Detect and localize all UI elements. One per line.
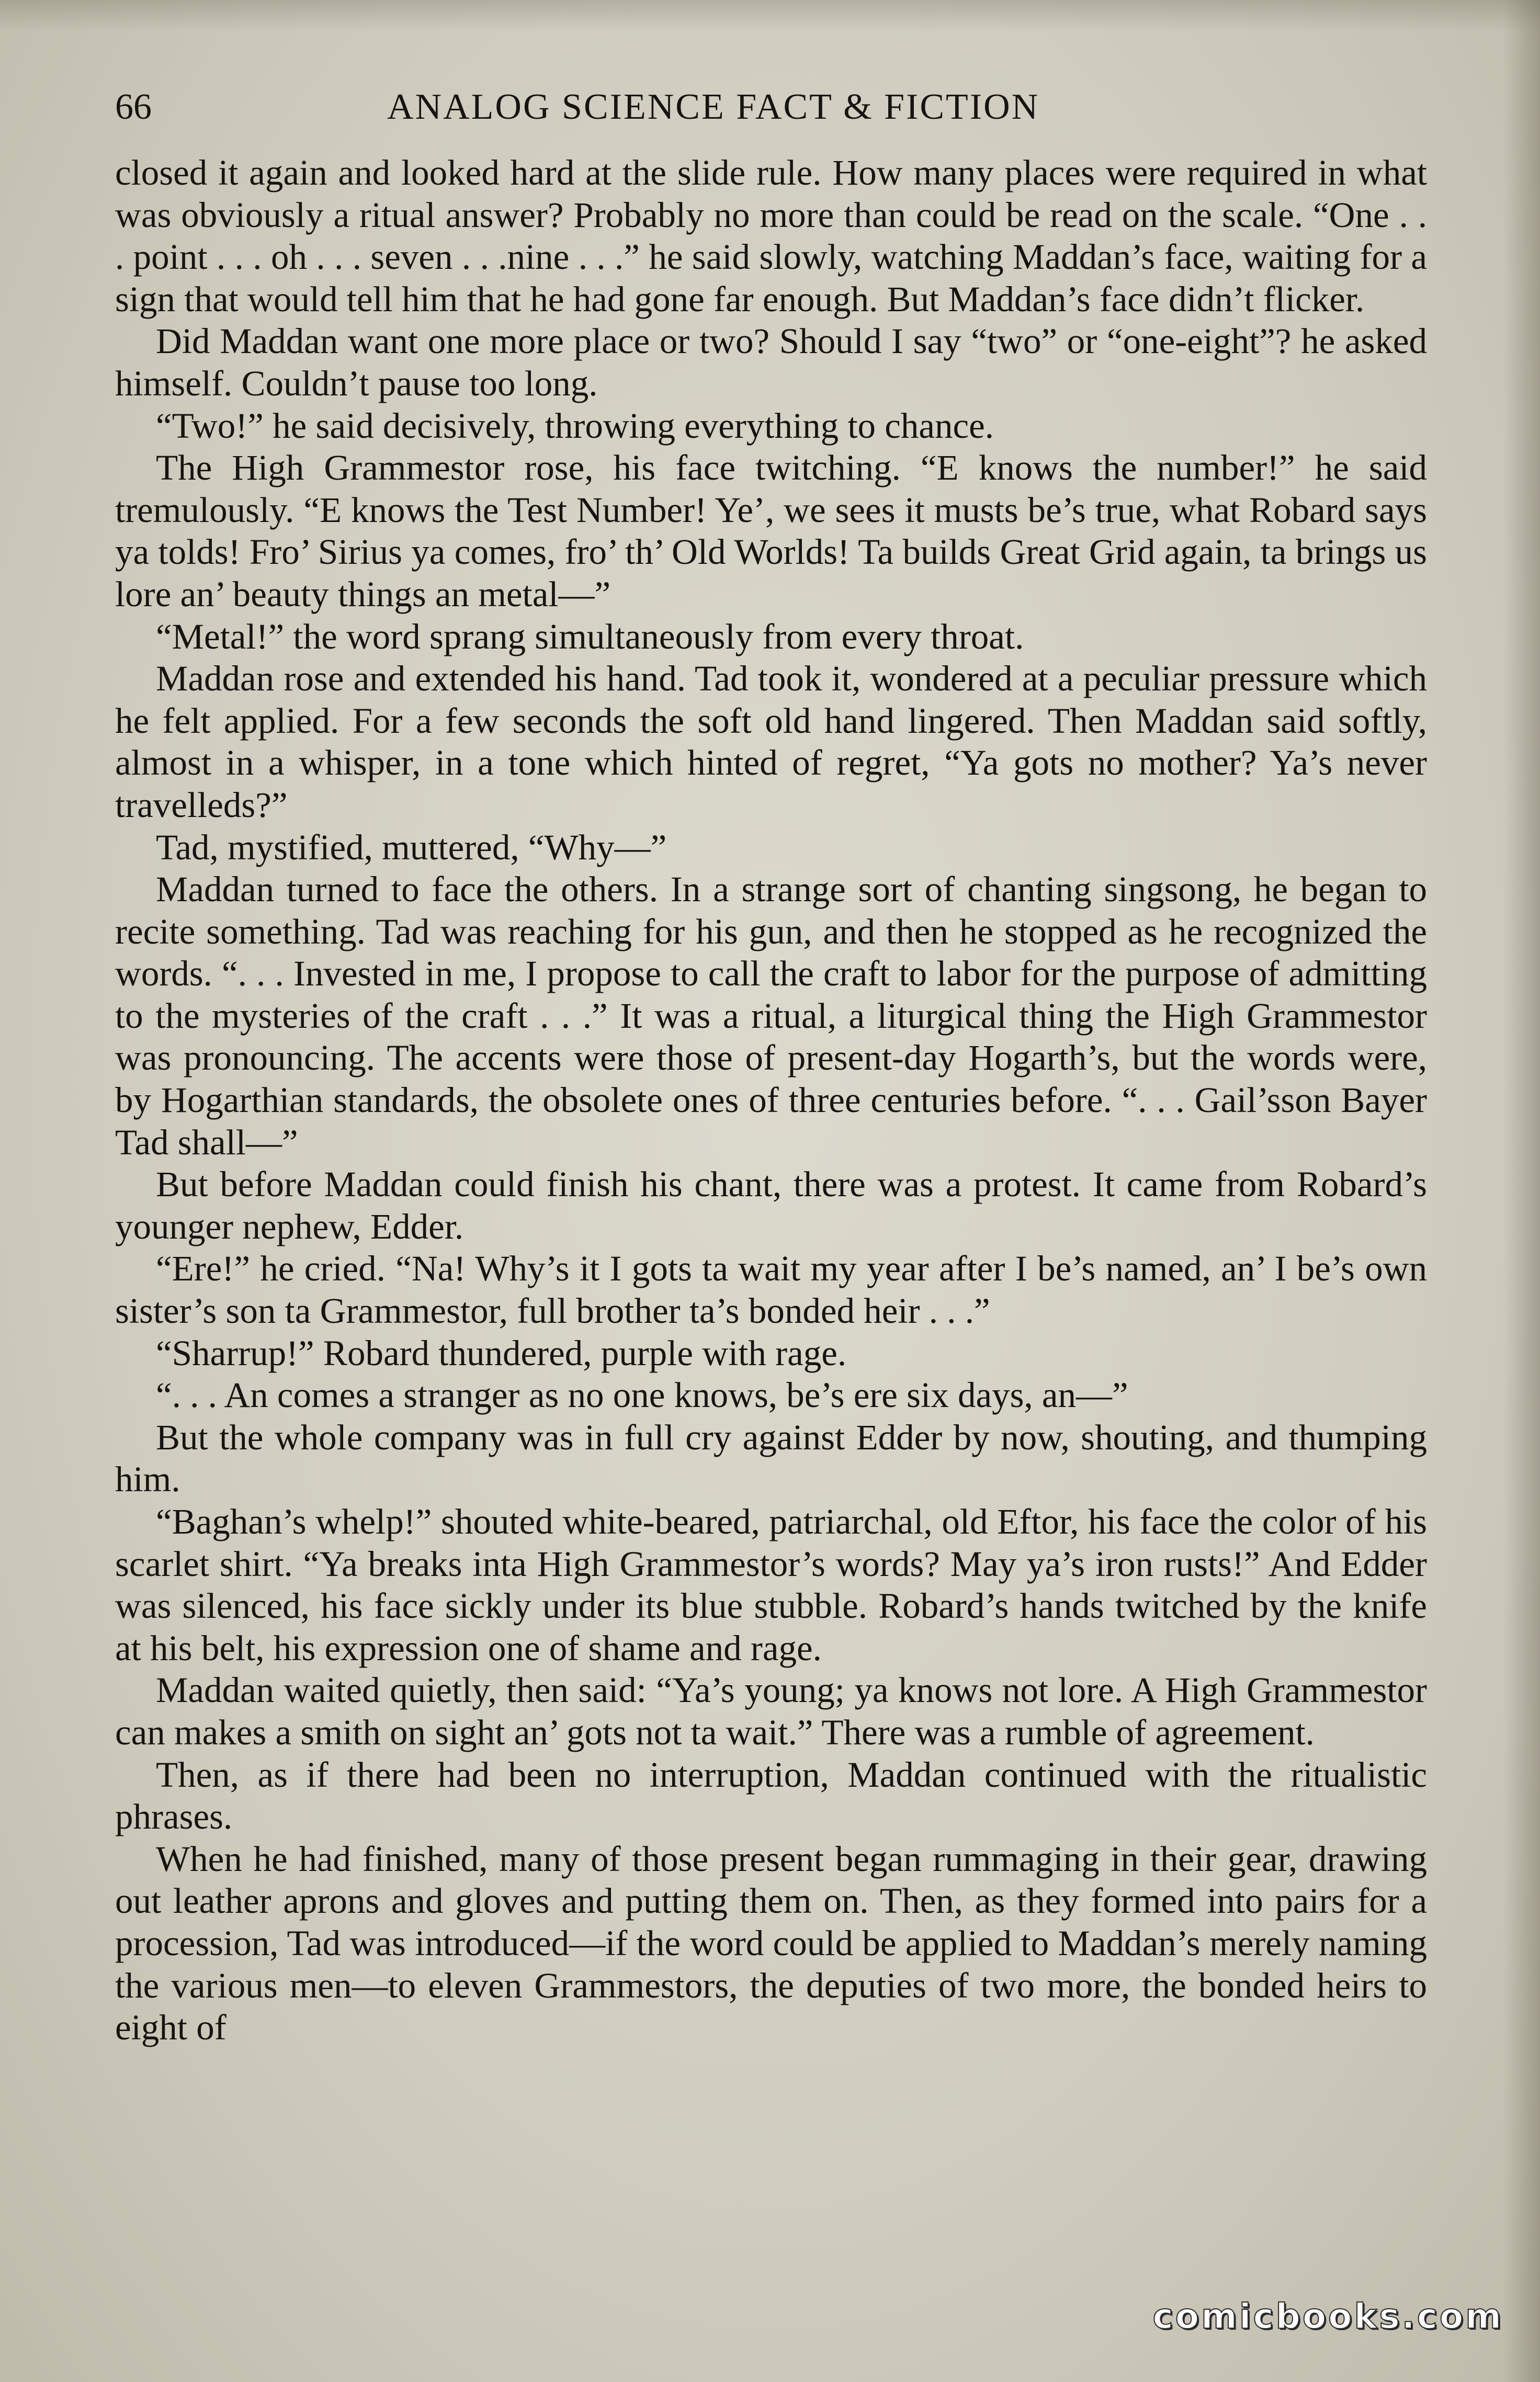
page-header [115, 78, 1427, 136]
running-head: ANALOG SCIENCE FACT & FICTION [387, 87, 1040, 127]
paragraph-3: “Two!” he said decisively, throwing everything to chance. [156, 405, 994, 446]
paragraph-12: “. . . An comes a stranger as no one knows, be’s ere six days, an—” [156, 1375, 1128, 1415]
paragraph-2: Did Maddan want one more place or two? Should I say “two” or “one-eight”? he asked himself. Couldn’t pause too long. [115, 321, 1427, 403]
paragraph-16: Then, as if there had been no interruption, Maddan continued with the ritualistic phrases. [115, 1754, 1427, 1837]
paragraph-1: closed it again and looked hard at the slide rule. How many places were required in what was obviously a ritual answer? Probably no more than could be read on the scale. “One . . . point . . . oh . . . seven . . .nine . . .” he said slowly, watching Maddan’s face, waiting for a sign that would tell him that he had gone far enough. But Maddan’s face didn’t flicker. [115, 153, 1427, 319]
paragraph-7: Tad, mystified, muttered, “Why—” [156, 827, 667, 867]
paragraph-17: When he had finished, many of those present began rummaging in their gear, drawing out leather aprons and gloves and putting them on. Then, as they formed into pairs for a procession, Tad was introduced—if the word could be applied to Maddan’s merely naming the various men—to eleven Grammestors, the deputies of two more, the bonded heirs to eight of [115, 1839, 1427, 2048]
paragraph-13: But the whole company was in full cry against Edder by now, shouting, and thumping him. [115, 1417, 1427, 1500]
paragraph-6: Maddan rose and extended his hand. Tad took it, wondered at a peculiar pressure which he felt applied. For a few seconds the soft old hand lingered. Then Maddan said softly, almost in a whisper, in a tone which hinted of regret, “Ya gots no mother? Ya’s never travelleds?” [115, 659, 1427, 825]
paragraph-8: Maddan turned to face the others. In a strange sort of chanting singsong, he began to recite something. Tad was reaching for his gun, and then he stopped as he recognized the words. “. . . Invested in me, I propose to call the craft to labor for the purpose of admitting to the mysteries of the craft . . .” It was a ritual, a liturgical thing the High Grammestor was pronouncing. The accents were those of present-day Hogarth’s, but the words were, by Hogarthian standards, the obsolete ones of three centuries before. “. . . Gail’sson Bayer Tad shall—” [115, 869, 1427, 1162]
body-text [115, 152, 1427, 2049]
paragraph-14: “Baghan’s whelp!” shouted white-beared, patriarchal, old Eftor, his face the color of his scarlet shirt. “Ya breaks inta High Grammestor’s words? May ya’s iron rusts!” And Edder was silenced, his face sickly under its blue stubble. Robard’s hands twitched by the knife at his belt, his expression one of shame and rage. [115, 1502, 1427, 1668]
paragraph-5: “Metal!” the word sprang simultaneously from every throat. [156, 616, 1024, 656]
paragraph-4: The High Grammestor rose, his face twitching. “E knows the number!” he said tremulously. “E knows the Test Number! Ye’, we sees it musts be’s true, what Robard says ya tolds! Fro’ Sirius ya comes, fro’ th’ Old Worlds! Ta builds Great Grid again, ta brings us lore an’ beauty things an metal—” [115, 448, 1427, 614]
page-shadow-right [1503, 0, 1540, 2382]
watermark: comicbooks.com [1152, 2296, 1503, 2336]
paragraph-9: But before Maddan could finish his chant, there was a protest. It came from Robard’s younger nephew, Edder. [115, 1164, 1427, 1246]
paragraph-10: “Ere!” he cried. “Na! Why’s it I gots ta wait my year after I be’s named, an’ I be’s own sister’s son ta Grammestor, full brother ta’s bonded heir . . .” [115, 1249, 1427, 1331]
page-shadow-top [0, 0, 1540, 31]
paragraph-11: “Sharrup!” Robard thundered, purple with rage. [156, 1333, 847, 1373]
paragraph-15: Maddan waited quietly, then said: “Ya’s young; ya knows not lore. A High Grammestor can makes a smith on sight an’ gots not ta wait.” There was a rumble of agreement. [115, 1670, 1427, 1752]
page-number: 66 [115, 87, 152, 127]
